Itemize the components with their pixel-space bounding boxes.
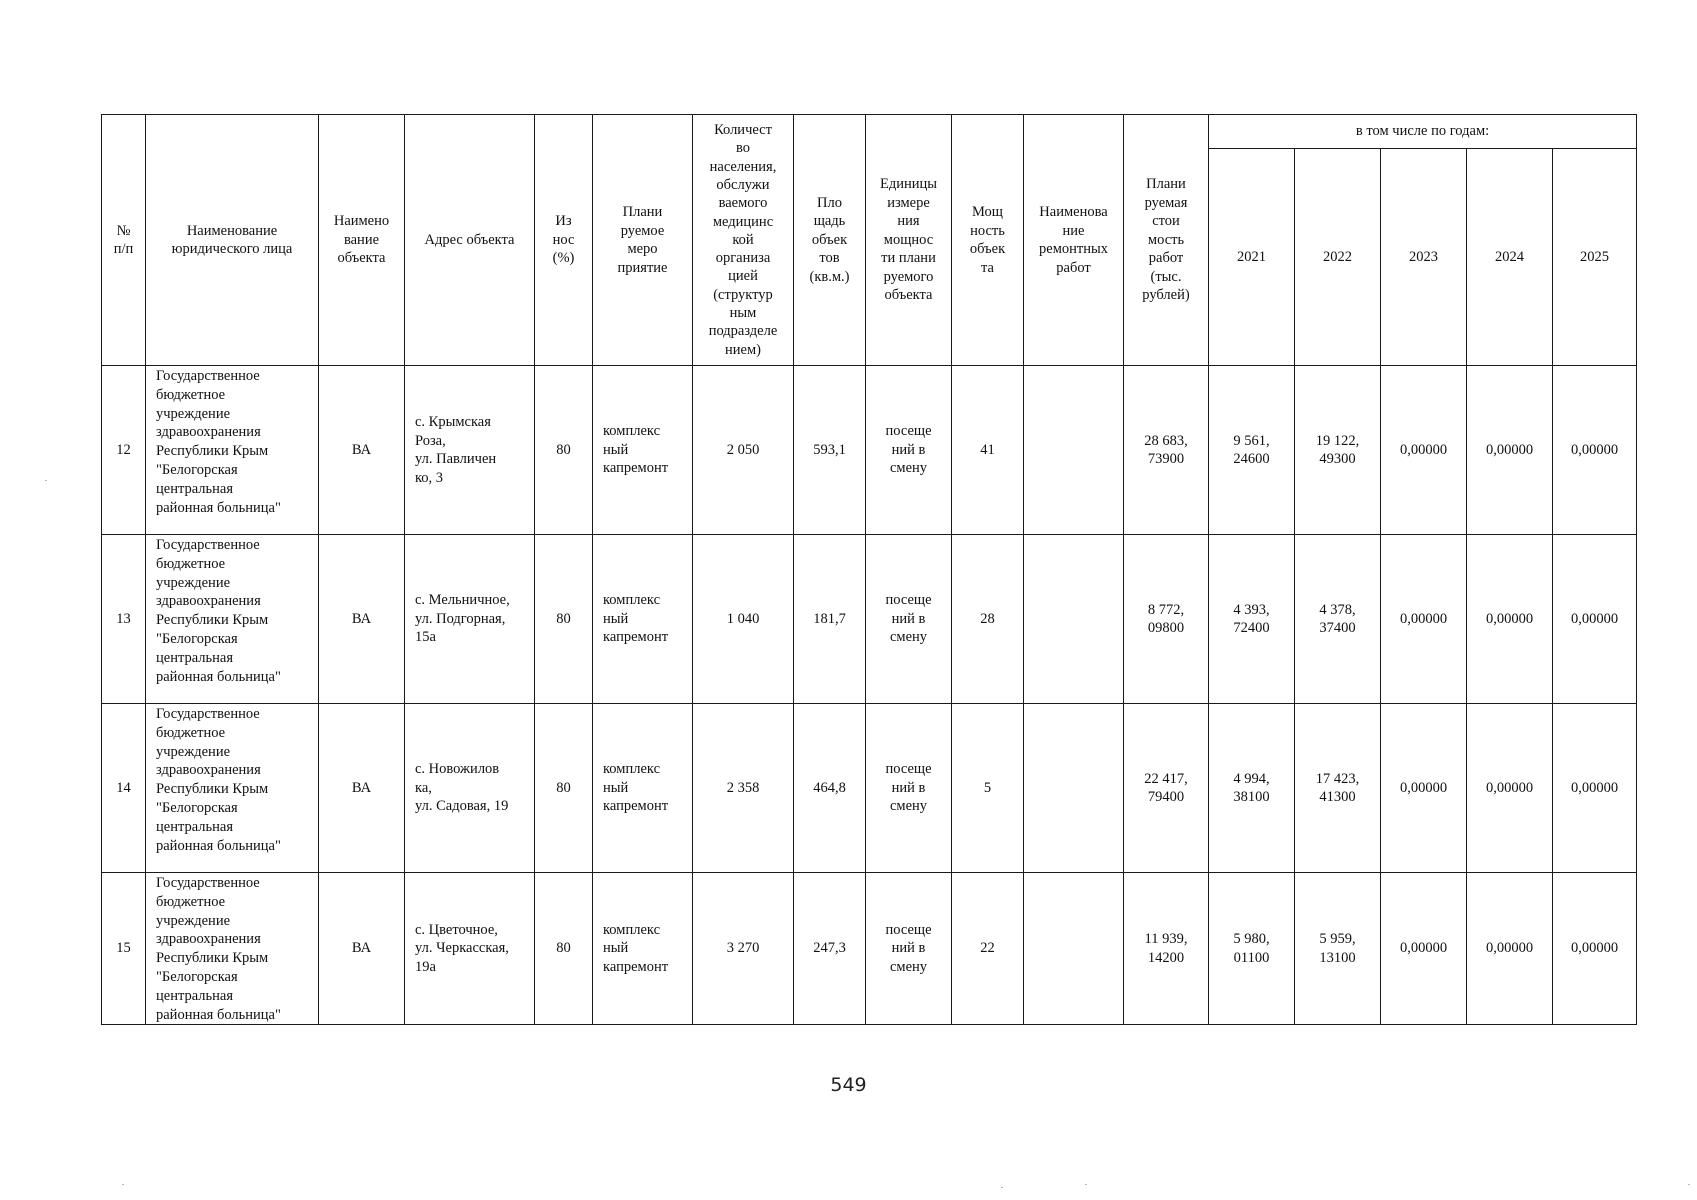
table-row: [102, 366, 1637, 535]
cell-num: 15: [102, 873, 146, 1025]
cell-year-2022: 17 423, 41300: [1295, 704, 1381, 873]
cell-works: [1024, 366, 1124, 535]
header-year-2022: 2022: [1295, 149, 1381, 366]
table-row: [102, 535, 1637, 704]
cell-capacity: 41: [952, 366, 1024, 535]
page-number: 549: [830, 1074, 867, 1096]
cell-area: 247,3: [794, 873, 866, 1025]
cell-address: с. Крымская Роза, ул. Павличен ко, 3: [405, 366, 535, 535]
cell-year-2024: 0,00000: [1467, 873, 1553, 1025]
cell-area: 181,7: [794, 535, 866, 704]
table-row: [102, 704, 1637, 873]
header-address: Адрес объекта: [405, 115, 535, 366]
header-cost: Плани руемая стои мость работ (тыс. рублей): [1124, 115, 1209, 366]
cell-year-2025: 0,00000: [1553, 704, 1637, 873]
cell-org: Государственное бюджетное учреждение здравоохранения Республики Крым "Белогорская центральная районная больница": [146, 704, 319, 873]
cell-cost: 22 417, 79400: [1124, 704, 1209, 873]
table-row: [102, 873, 1637, 1025]
header-year-2023: 2023: [1381, 149, 1467, 366]
cell-year-2021: 5 980, 01100: [1209, 873, 1295, 1025]
header-year-2021: 2021: [1209, 149, 1295, 366]
cell-capacity: 5: [952, 704, 1024, 873]
cell-area: 464,8: [794, 704, 866, 873]
cell-num: 12: [102, 366, 146, 535]
header-population: Количест во населения, обслужи ваемого медицинс кой организа цией (структур ным подразделе нием): [693, 115, 794, 366]
cell-year-2024: 0,00000: [1467, 704, 1553, 873]
cell-capacity: 28: [952, 535, 1024, 704]
cell-address: с. Мельничное, ул. Подгорная, 15а: [405, 535, 535, 704]
cell-object: ВА: [319, 535, 405, 704]
cell-wear: 80: [535, 366, 593, 535]
cell-event: комплекс ный капремонт: [593, 535, 693, 704]
cell-object: ВА: [319, 704, 405, 873]
cell-object: ВА: [319, 873, 405, 1025]
cell-event: комплекс ный капремонт: [593, 873, 693, 1025]
cell-year-2023: 0,00000: [1381, 535, 1467, 704]
header-event: Плани руемое меро приятие: [593, 115, 693, 366]
header-works: Наименова ние ремонтных работ: [1024, 115, 1124, 366]
cell-event: комплекс ный капремонт: [593, 704, 693, 873]
header-object: Наимено вание объекта: [319, 115, 405, 366]
repair-plan-table: [101, 114, 1637, 1025]
cell-event: комплекс ный капремонт: [593, 366, 693, 535]
header-wear: Из нос (%): [535, 115, 593, 366]
cell-year-2021: 4 994, 38100: [1209, 704, 1295, 873]
cell-year-2025: 0,00000: [1553, 366, 1637, 535]
cell-cost: 11 939, 14200: [1124, 873, 1209, 1025]
cell-cost: 8 772, 09800: [1124, 535, 1209, 704]
scan-speck: [1085, 1184, 1087, 1185]
scan-speck: [122, 1184, 124, 1185]
cell-works: [1024, 535, 1124, 704]
cell-units: посеще ний в смену: [866, 535, 952, 704]
header-capacity: Мощ ность объек та: [952, 115, 1024, 366]
cell-year-2024: 0,00000: [1467, 366, 1553, 535]
cell-wear: 80: [535, 535, 593, 704]
header-row-top: [102, 115, 1637, 149]
cell-units: посеще ний в смену: [866, 366, 952, 535]
cell-year-2023: 0,00000: [1381, 704, 1467, 873]
header-year-2024: 2024: [1467, 149, 1553, 366]
cell-org: Государственное бюджетное учреждение здравоохранения Республики Крым "Белогорская центральная районная больница": [146, 873, 319, 1025]
header-year-2025: 2025: [1553, 149, 1637, 366]
cell-population: 3 270: [693, 873, 794, 1025]
header-area: Пло щадь объек тов (кв.м.): [794, 115, 866, 366]
cell-year-2022: 19 122, 49300: [1295, 366, 1381, 535]
header-org: Наименование юридического лица: [146, 115, 319, 366]
cell-wear: 80: [535, 873, 593, 1025]
cell-object: ВА: [319, 366, 405, 535]
cell-year-2025: 0,00000: [1553, 873, 1637, 1025]
cell-works: [1024, 873, 1124, 1025]
cell-wear: 80: [535, 704, 593, 873]
cell-cost: 28 683, 73900: [1124, 366, 1209, 535]
cell-num: 13: [102, 535, 146, 704]
header-units: Единицы измере ния мощнос ти плани руемого объекта: [866, 115, 952, 366]
cell-year-2024: 0,00000: [1467, 535, 1553, 704]
cell-population: 1 040: [693, 535, 794, 704]
cell-units: посеще ний в смену: [866, 704, 952, 873]
cell-address: с. Новожилов ка, ул. Садовая, 19: [405, 704, 535, 873]
scan-speck: [1001, 1187, 1003, 1188]
cell-year-2021: 4 393, 72400: [1209, 535, 1295, 704]
cell-population: 2 050: [693, 366, 794, 535]
cell-capacity: 22: [952, 873, 1024, 1025]
cell-address: с. Цветочное, ул. Черкасская, 19а: [405, 873, 535, 1025]
header-by-years: в том числе по годам:: [1209, 115, 1637, 149]
scan-speck: [1688, 1184, 1690, 1185]
cell-year-2025: 0,00000: [1553, 535, 1637, 704]
cell-year-2022: 4 378, 37400: [1295, 535, 1381, 704]
cell-org: Государственное бюджетное учреждение здравоохранения Республики Крым "Белогорская центральная районная больница": [146, 366, 319, 535]
cell-year-2021: 9 561, 24600: [1209, 366, 1295, 535]
cell-num: 14: [102, 704, 146, 873]
cell-year-2023: 0,00000: [1381, 873, 1467, 1025]
cell-units: посеще ний в смену: [866, 873, 952, 1025]
cell-population: 2 358: [693, 704, 794, 873]
header-num: № п/п: [102, 115, 146, 366]
cell-works: [1024, 704, 1124, 873]
scan-speck: [45, 480, 47, 481]
cell-org: Государственное бюджетное учреждение здравоохранения Республики Крым "Белогорская центральная районная больница": [146, 535, 319, 704]
cell-year-2022: 5 959, 13100: [1295, 873, 1381, 1025]
cell-year-2023: 0,00000: [1381, 366, 1467, 535]
cell-area: 593,1: [794, 366, 866, 535]
